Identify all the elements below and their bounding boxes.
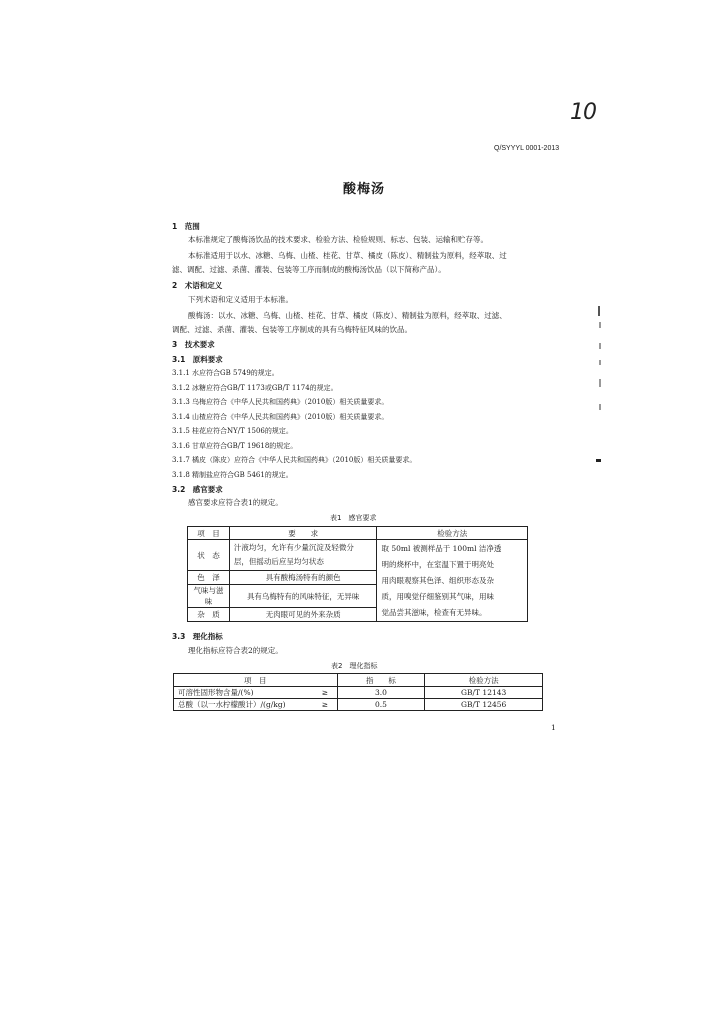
table-1-row-state-req: [229, 540, 377, 571]
table-2-row-acid-op: ≥: [313, 699, 337, 711]
standard-code: Q/SYYYL 0001-2013: [494, 145, 560, 152]
table-1-header-item: 项 目: [188, 527, 230, 540]
table-1-row-impurity-req: 无肉眼可见的外来杂质: [229, 608, 377, 622]
document-title: 酸梅汤: [343, 182, 386, 197]
section-1-para-1: 本标准规定了酸梅汤饮品的技术要求、检验方法、检验规则、标志、包装、运输和贮存等。: [188, 235, 488, 244]
table-1-row-color-item: 色 泽: [188, 571, 230, 585]
table-2-header-item: 项 目: [174, 674, 338, 687]
table-1-caption: 表1 感官要求: [330, 514, 377, 522]
scan-artifact-mark: [599, 379, 601, 387]
clause-3-1-4: 3.1.4 山楂应符合《中华人民共和国药典》（2010版）相关质量要求。: [172, 413, 389, 421]
clause-3-1-6: 3.1.6 甘草应符合GB/T 19618的规定。: [172, 442, 298, 450]
table-2-row-solids-op: ≥: [313, 687, 337, 699]
section-2-para-2b: 调配、过滤、杀菌、灌装、包装等工序制成的具有乌梅特征风味的饮品。: [172, 325, 412, 334]
table-1-method-line-3: 用肉眼观察其色泽、组织形态及杂: [381, 575, 494, 585]
table-1: [187, 526, 528, 622]
section-3-2-heading: 3.2 感官要求: [172, 485, 223, 494]
table-2-row-solids-item: 可溶性固形物含量/(%): [174, 687, 314, 699]
clause-3-1-1: 3.1.1 水应符合GB 5749的规定。: [172, 369, 279, 377]
scan-artifact-mark: [599, 343, 601, 349]
section-3-1-heading: 3.1 原料要求: [172, 355, 223, 364]
clause-3-1-3: 3.1.3 乌梅应符合《中华人民共和国药典》（2010版）相关质量要求。: [172, 398, 389, 406]
table-1-row-smell-item: 气味与滋味: [188, 585, 230, 608]
handwritten-mark: 10: [570, 100, 596, 125]
table-1-row-impurity-item: 杂 质: [188, 608, 230, 622]
table-1-row-color-req: 具有酸梅汤特有的颜色: [229, 571, 377, 585]
table-1-row-state-item: 状 态: [188, 540, 230, 571]
table-1-method-line-4: 质，用嗅觉仔细鉴别其气味，用味: [381, 591, 494, 601]
table-1-method-line-1: 取 50ml 被测样品于 100ml 洁净透: [381, 543, 502, 553]
table-2-row-solids-value: 3.0: [337, 687, 425, 699]
section-3-heading: 3 技术要求: [172, 340, 215, 349]
section-1-heading: 1 范围: [172, 222, 200, 231]
section-3-3-para: 理化指标应符合表2的规定。: [188, 646, 283, 655]
clause-3-1-5: 3.1.5 桂花应符合NY/T 1506的规定。: [172, 427, 293, 435]
clause-3-1-8: 3.1.8 精制盐应符合GB 5461的规定。: [172, 471, 293, 479]
section-3-3-heading: 3.3 理化指标: [172, 632, 223, 641]
table-1-row-state-req-line-2: 层，但摇动后应呈均匀状态: [233, 557, 324, 566]
scan-artifact-mark: [599, 404, 601, 410]
clause-3-1-2: 3.1.2 冰糖应符合GB/T 1173或GB/T 1174的规定。: [172, 384, 338, 392]
table-2-header-method: 检验方法: [425, 674, 543, 687]
table-1-row-smell-req: 具有乌梅特有的风味特征，无异味: [229, 585, 377, 608]
scan-artifact-mark: [598, 306, 600, 316]
scan-artifact-mark: [599, 360, 601, 365]
page-number: 1: [551, 723, 556, 732]
section-2-heading: 2 术语和定义: [172, 281, 223, 290]
scan-artifact-mark: [599, 322, 601, 328]
table-2-row-acid-item: 总酸（以一水柠檬酸计）/(g/kg): [174, 699, 314, 711]
table-2-header-value: 指 标: [337, 674, 425, 687]
table-2-row-solids-method: GB/T 12143: [425, 687, 543, 699]
section-1-para-2b: 滤、调配、过滤、杀菌、灌装、包装等工序而制成的酸梅汤饮品（以下简称产品）。: [172, 265, 446, 274]
table-1-header-method: 检验方法: [377, 527, 528, 540]
table-1-method-line-5: 觉品尝其滋味，检查有无异味。: [381, 607, 487, 617]
table-2-caption: 表2 理化指标: [331, 662, 378, 670]
clause-3-1-7: 3.1.7 橘皮（陈皮）应符合《中华人民共和国药典》（2010版）相关质量要求。: [172, 456, 417, 464]
table-1-method-line-2: 明的烧杯中，在室温下置于明亮处: [381, 559, 494, 569]
table-2-row-acid-value: 0.5: [337, 699, 425, 711]
table-2: [173, 673, 543, 711]
table-1-method-cell: [377, 540, 528, 622]
scan-artifact-mark: [596, 459, 601, 462]
section-1-para-2a: 本标准适用于以水、冰糖、乌梅、山楂、桂花、甘草、橘皮（陈皮）、精制盐为原料，经萃取、过: [188, 251, 507, 260]
table-1-header-requirement: 要 求: [229, 527, 377, 540]
section-3-2-para: 感官要求应符合表1的规定。: [188, 498, 283, 507]
table-2-row-acid-method: GB/T 12456: [425, 699, 543, 711]
table-1-row-state-req-line-1: 汁液均匀，允许有少量沉淀及轻微分: [233, 543, 354, 552]
section-2-para-2a: 酸梅汤：以水、冰糖、乌梅、山楂、桂花、甘草、橘皮（陈皮）、精制盐为原料，经萃取、过滤、: [188, 311, 507, 320]
section-2-para-1: 下列术语和定义适用于本标准。: [188, 295, 293, 304]
